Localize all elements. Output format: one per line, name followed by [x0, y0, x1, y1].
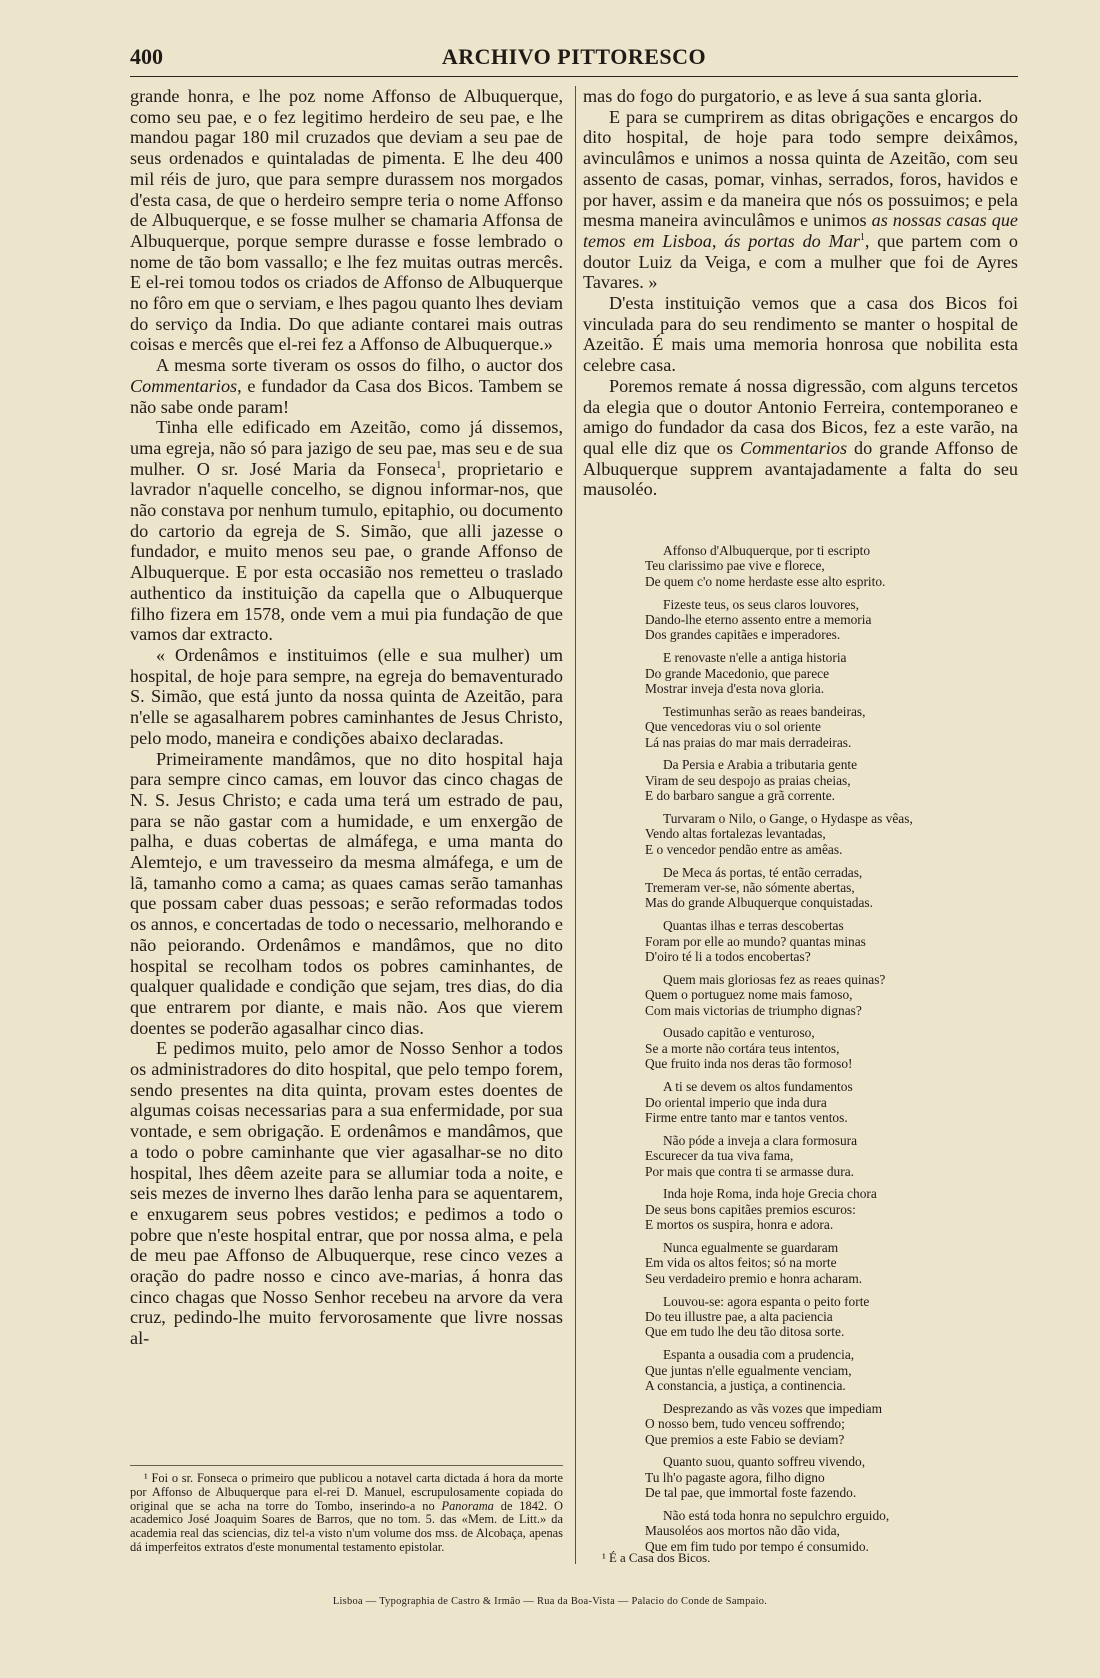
- poem-line: Desprezando as vãs vozes que impediam: [663, 1400, 883, 1416]
- poem-line: Nunca egualmente se guardaram: [663, 1239, 839, 1255]
- poem-line: Que premios a este Fabio se deviam?: [645, 1431, 845, 1447]
- poem-stanza: [645, 757, 1025, 803]
- text-run: A mesma sorte tiveram os ossos do filho, o auctor dos: [156, 355, 563, 376]
- poem-stanza: [645, 1294, 1025, 1340]
- poem-line: Do grande Macedonio, que parece: [645, 665, 830, 681]
- poem-line: D'oiro té li a todos encobertas?: [645, 949, 811, 965]
- poem-line: E renovaste n'elle a antiga historia: [663, 650, 847, 666]
- poem-stanza: [645, 972, 1025, 1018]
- poem-line: De Meca ás portas, té então cerradas,: [663, 864, 863, 880]
- paragraph: mas do fogo do purgatorio, e as leve á sua santa gloria.: [583, 86, 983, 106]
- poem-line: Dos grandes capitães e imperadores.: [645, 627, 841, 643]
- paragraph: Primeiramente mandâmos, que no dito hospital haja para sempre cinco camas, em louvor das cinco chagas de N. S. Jesus Christo; e cada uma terá um estrado de pau, para se não gastar com a humidade, e um enxergão de palha, e duas cobertas de almáfega, e uma manta do Alemtejo, e um travesseiro da mesma almáfega, e um de lã, tamanho como a cama; as quaes camas serão tamanhas que possam caber duas pessoas; e serão reformadas todos os annos, e concertadas de todo o necessario, melhorando e não peiorando. Ordenâmos e mandâmos, que no dito hospital se recolham todos os pobres caminhantes, de qualquer qualidade e condição que sejam, tres dias, do dia que entrarem por diante, e mais não. Aos que vierem doentes se poderão agasalhar cinco dias.: [130, 748, 563, 1038]
- poem-line: Mostrar inveja d'esta nova gloria.: [645, 681, 825, 697]
- poem-line: Por mais que contra ti se armasse dura.: [645, 1163, 854, 1179]
- poem-line: Que fruito inda nos deras tão formoso!: [645, 1056, 853, 1072]
- poem-line: Viram de seu despojo as praias cheias,: [645, 772, 851, 788]
- text-run: Poremos remate á nossa digressão, com alguns tercetos da elegia que o doutor Antonio Ferreira, contemporaneo e amigo do fundador da casa dos Bicos, fez a este varão, na qual elle diz que os: [583, 375, 1018, 458]
- paragraph: E pedimos muito, pelo amor de Nosso Senhor a todos os administradores do dito hospital, que pelo tempo forem, sendo presentes na dita quinta, provam estes doentes de algumas coisas necessarias para a sua enfermidade, por sua vontade, e sem obrigação. E ordenâmos e mandâmos, que a todo o pobre caminhante que vier agasalhar-se no dito hospital, lhes dêem azeite para se allumiar toda a noite, e seis mezes de inverno lhes darão lenha para se aquentarem, e enxugarem seus pobres vestidos; e pedimos a todo o pobre que n'este hospital entrar, que por nossa alma, e pela de meu pae Affonso de Albuquerque, rese cinco vezes a oração do padre nosso e cinco ave-marias, á honra das cinco chagas que Nosso Senhor recebeu na arvore da vera cruz, pedindo-lhe muito fervorosamente que livre nossas al-: [130, 1038, 563, 1349]
- poem-line: O nosso bem, tudo venceu soffrendo;: [645, 1416, 845, 1432]
- poem-line: Dando-lhe eterno assento entre a memoria: [645, 612, 872, 628]
- paragraph: [130, 355, 563, 417]
- poem: [645, 543, 1025, 1562]
- paragraph: [130, 417, 563, 645]
- poem-line: Do oriental imperio que inda dura: [645, 1094, 827, 1110]
- paragraph: grande honra, e lhe poz nome Affonso de Albuquerque, como seu pae, e o fez legitimo herdeiro de seu pae, e lhe mandou pagar 180 mil cruzados que deviam a seu pae de seus ordenados e quintaladas de pimenta. E lhe deu 400 mil réis de juro, que para sempre durassem nos morgados d'esta casa, de que o herdeiro sempre teria o nome Affonso de Albuquerque, e se fosse mulher se chamaria Affonsa de Albuquerque, porque sempre durasse e fosse lembrado o nome de tão bom vassallo; e lhe fez muitas outras mercês. E el-rei tomou todos os criados de Affonso de Albuquerque no fôro em que o serviam, e lhes pagou quanto lhes deviam do serviço da India. Do que adiante contarei mais outras coisas e mercês que el-rei fez a Affonso de Albuquerque.»: [130, 86, 563, 355]
- poem-line: Ousado capitão e venturoso,: [663, 1025, 815, 1041]
- left-column: [130, 86, 563, 1349]
- poem-stanza: [645, 1025, 1025, 1071]
- poem-line: Com mais victorias de triumpho dignas?: [645, 1002, 862, 1018]
- footnote-marker: 1: [436, 459, 442, 471]
- poem-line: Affonso d'Albuquerque, por ti escripto: [663, 543, 871, 558]
- poem-line: Vendo altas fortalezas levantadas,: [645, 826, 826, 842]
- footnote-marker: ¹: [144, 1471, 148, 1485]
- paragraph: [583, 107, 1018, 293]
- poem-stanza: [645, 543, 1025, 589]
- page-number: 400: [130, 44, 163, 69]
- poem-stanza: [645, 865, 1025, 911]
- poem-line: Que juntas n'elle egualmente venciam,: [645, 1362, 852, 1378]
- italic-title: Panorama: [441, 1498, 494, 1513]
- header-rule: [130, 76, 1018, 77]
- poem-line: Quem mais gloriosas fez as reaes quinas?: [663, 971, 886, 987]
- poem-line: Lá nas praias do mar mais derradeiras.: [645, 734, 852, 750]
- poem-line: E o vencedor pendão entre as amêas.: [645, 841, 843, 857]
- poem-line: Foram por elle ao mundo? quantas minas: [645, 933, 866, 949]
- poem-line: Inda hoje Roma, inda hoje Grecia chora: [663, 1186, 877, 1202]
- poem-stanza: [645, 1508, 1025, 1554]
- footnote-marker: 1: [859, 231, 865, 243]
- poem-stanza: [645, 1240, 1025, 1286]
- poem-line: Mas do grande Albuquerque conquistadas.: [645, 895, 873, 911]
- poem-stanza: [645, 1186, 1025, 1232]
- text-run: , proprietario e lavrador n'aquelle concelho, se dignou informar-nos, que não constava por nenhum tumulo, epitaphio, ou documento do cartorio da egreja de S. Simão, que alli jazesse o fundador, e muito menos seu pae, o grande Affonso de Albuquerque. E por esta occasião nos remetteu o traslado authentico da instituição da capella que o Albuquerque filho fizera em 1578, onde vem a mui pia fundação de que vamos dar extracto.: [130, 458, 564, 645]
- paragraph: « Ordenâmos e instituimos (elle e sua mulher) um hospital, de hoje para sempre, na egreja do bemaventurado S. Simão, que está junto da nossa quinta de Azeitão, para n'elle se agasalharem pobres caminhantes de Jesus Christo, pelo modo, maneira e condições abaixo declaradas.: [130, 644, 563, 748]
- poem-line: A ti se devem os altos fundamentos: [663, 1079, 853, 1095]
- text-run: , e fundador da Casa dos Bicos. Tambem se não sabe onde param!: [130, 375, 563, 417]
- italic-title: Commentarios: [130, 375, 238, 396]
- poem-line: Firme entre tanto mar e tantos ventos.: [645, 1109, 848, 1125]
- poem-line: De tal pae, que immortal foste fazendo.: [645, 1485, 857, 1501]
- poem-line: Teu clarissimo pae vive e florece,: [645, 558, 825, 574]
- poem-line: Quantas ilhas e terras descobertas: [663, 918, 844, 934]
- poem-stanza: [645, 597, 1025, 643]
- italic-phrase: as nossas casas que temos em Lisboa, ás portas do Mar: [583, 210, 1018, 251]
- poem-line: Que em fim tudo por tempo é consumido.: [645, 1538, 869, 1554]
- poem-line: Quanto suou, quanto soffreu vivendo,: [663, 1454, 866, 1470]
- poem-line: Testimunhas serão as reaes bandeiras,: [663, 703, 866, 719]
- poem-line: Seu verdadeiro premio e honra acharam.: [645, 1270, 863, 1286]
- poem-line: A constancia, a justiça, a continencia.: [645, 1377, 846, 1393]
- poem-line: Não está toda honra no sepulchro erguido,: [663, 1507, 890, 1523]
- right-column: [583, 86, 1018, 500]
- poem-line: Que vencedoras viu o sol oriente: [645, 719, 821, 735]
- poem-line: De quem c'o nome herdaste esse alto esprito.: [645, 573, 886, 589]
- column-divider: [575, 86, 576, 1564]
- page-header: [130, 44, 1018, 76]
- text-run: Tinha elle edificado em Azeitão, como já dissemos, uma egreja, não só para jazigo de seu pae, mas seu e de sua mulher. O sr. José Maria da Fonseca: [130, 417, 563, 479]
- poem-line: Tremeram ver-se, não sómente abertas,: [645, 880, 855, 896]
- poem-line: Da Persia e Arabia a tributaria gente: [663, 757, 858, 773]
- text-run: de 1842. O academico José Joaquim Soares de Barros, que no tom. 5. das «Mem. de Litt.» da academia real das sciencias, diz tel-a visto n'um volume dos mss. de Alcobaça, apenas dá imperfeitos extratos d'este monumental testamento epistolar.: [130, 1498, 564, 1554]
- poem-line: Louvou-se: agora espanta o peito forte: [663, 1293, 870, 1309]
- poem-line: Que em tudo lhe deu tão ditosa sorte.: [645, 1324, 845, 1340]
- poem-stanza: [645, 1347, 1025, 1393]
- text-run: Foi o sr. Fonseca o primeiro que publicou a notavel carta dictada á hora da morte por Affonso de Albuquerque para el-rei D. Manuel, escrupulosamente copiada do original que se acha na torre do Tombo, inserindo-a no: [130, 1471, 563, 1513]
- footnote-left: [130, 1472, 563, 1555]
- poem-line: Turvaram o Nilo, o Gange, o Hydaspe as vêas,: [663, 811, 913, 827]
- poem-stanza: [645, 650, 1025, 696]
- poem-line: Se a morte não cortára teus intentos,: [645, 1040, 840, 1056]
- text-run: E para se cumprirem as ditas obrigações e encargos do dito hospital, de hoje para todo sempre deixâmos, avinculâmos e unimos a nossa quinta de Azeitão, com seu assento de casas, pomar, vinhas, serrados, foros, havidos e por haver, assim e da maneira que nós os possuimos; e pela mesma maneira avinculâmos e unimos: [583, 106, 1018, 231]
- imprint: Lisboa — Typographia de Castro & Irmão — Rua da Boa-Vista — Palacio do Conde de Sampaio.: [332, 1596, 768, 1607]
- poem-line: Mausoléos aos mortos não dão vida,: [645, 1523, 840, 1539]
- poem-line: Quem o portuguez nome mais famoso,: [645, 987, 853, 1003]
- poem-stanza: [645, 811, 1025, 857]
- poem-stanza: [645, 1133, 1025, 1179]
- poem-stanza: [645, 1454, 1025, 1500]
- poem-stanza: [645, 1401, 1025, 1447]
- italic-title: Commentarios: [739, 437, 848, 458]
- poem-line: De seus bons capitães premios escuros:: [645, 1201, 856, 1217]
- poem-line: Em vida os altos feitos; só na morte: [645, 1255, 837, 1271]
- text-run: , que partem com o doutor Luiz da Veiga, e com a mulher que foi de Ayres Tavares. »: [583, 230, 1018, 293]
- paragraph: [583, 376, 1018, 500]
- poem-line: E mortos os suspira, honra e adora.: [645, 1217, 834, 1233]
- poem-stanza: [645, 1079, 1025, 1125]
- poem-line: Espanta a ousadia com a prudencia,: [663, 1347, 855, 1363]
- poem-line: Escurecer da tua viva fama,: [645, 1148, 794, 1164]
- footnote: [130, 1472, 563, 1555]
- footnote-right: ¹ É a Casa dos Bicos.: [602, 1551, 711, 1565]
- poem-line: Tu lh'o pagaste agora, filho digno: [645, 1469, 825, 1485]
- poem-stanza: [645, 704, 1025, 750]
- running-title: ARCHIVO PITTORESCO: [441, 44, 707, 69]
- text-run: do grande Affonso de Albuquerque supprem avantajadamente a falta do seu mausoléo.: [583, 437, 1018, 500]
- poem-line: Fizeste teus, os seus claros louvores,: [663, 596, 859, 612]
- poem-stanza: [645, 918, 1025, 964]
- poem-line: Do teu illustre pae, a alta paciencia: [645, 1308, 833, 1324]
- poem-line: E do barbaro sangue a grã corrente.: [645, 788, 835, 804]
- footnote-rule: [130, 1465, 563, 1466]
- paragraph: D'esta instituição vemos que a casa dos Bicos foi vinculada para do seu rendimento se manter o hospital de Azeitão. É mais uma memoria honrosa que nobilita esta celebre casa.: [583, 293, 1018, 376]
- poem-line: Não póde a inveja a clara formosura: [663, 1132, 858, 1148]
